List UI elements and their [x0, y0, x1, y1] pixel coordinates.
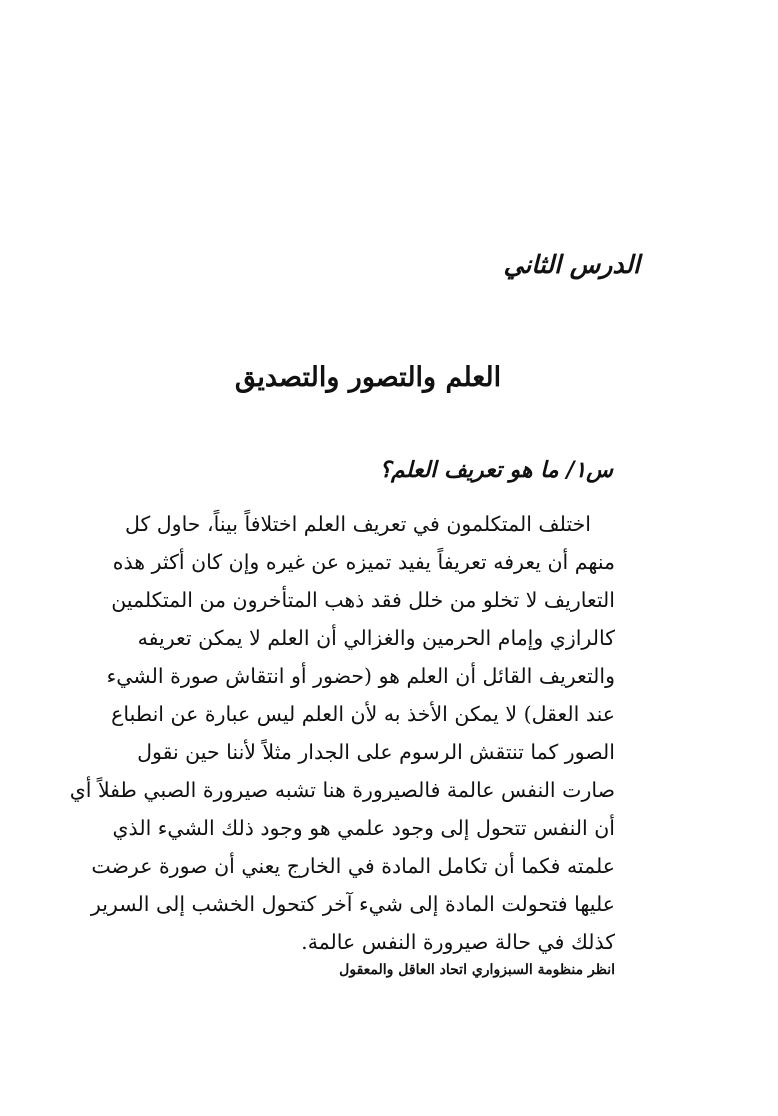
paragraph-line: صارت النفس عالمة فالصيرورة هنا تشبه صيرورة الصبي طفلاً أي — [69, 778, 615, 802]
paragraph-line: اختلف المتكلمون في تعريف العلم اختلافاً بيناً، حاول كل — [124, 512, 591, 536]
body-paragraph — [69, 505, 615, 961]
paragraph-line: علمته فكما أن تكامل المادة في الخارج يعني أن صورة عرضت — [91, 854, 615, 878]
page-title: العلم والتصور والتصديق — [234, 362, 502, 393]
paragraph-line: عليها فتحولت المادة إلى شيء آخر كتحول الخشب إلى السرير — [90, 892, 615, 916]
paragraph-line: أن النفس تتحول إلى وجود علمي هو وجود ذلك الشيء الذي — [112, 816, 615, 840]
footnote: انظر منظومة السبزواري اتحاد العاقل والمعقول — [339, 962, 615, 978]
paragraph-line: كذلك في حالة صيرورة النفس عالمة. — [301, 930, 615, 954]
paragraph-line: منهم أن يعرفه تعريفاً يفيد تميزه عن غيره وإن كان أكثر هذه — [112, 550, 615, 574]
paragraph-line: الصور كما تنتقش الرسوم على الجدار مثلاً لأننا حين نقول — [137, 740, 615, 764]
paragraph-line: كالرازي وإمام الحرمين والغزالي أن العلم لا يمكن تعريفه — [137, 626, 615, 650]
paragraph-line: والتعريف القائل أن العلم هو (حضور أو انتقاش صورة الشيء — [106, 664, 615, 688]
question-heading: س١/ ما هو تعريف العلم؟ — [379, 457, 613, 483]
lesson-label: الدرس الثاني — [503, 250, 640, 279]
paragraph-line: التعاريف لا تخلو من خلل فقد ذهب المتأخرون من المتكلمين — [111, 588, 615, 612]
paragraph-line: عند العقل) لا يمكن الأخذ به لأن العلم ليس عبارة عن انطباع — [111, 702, 615, 726]
